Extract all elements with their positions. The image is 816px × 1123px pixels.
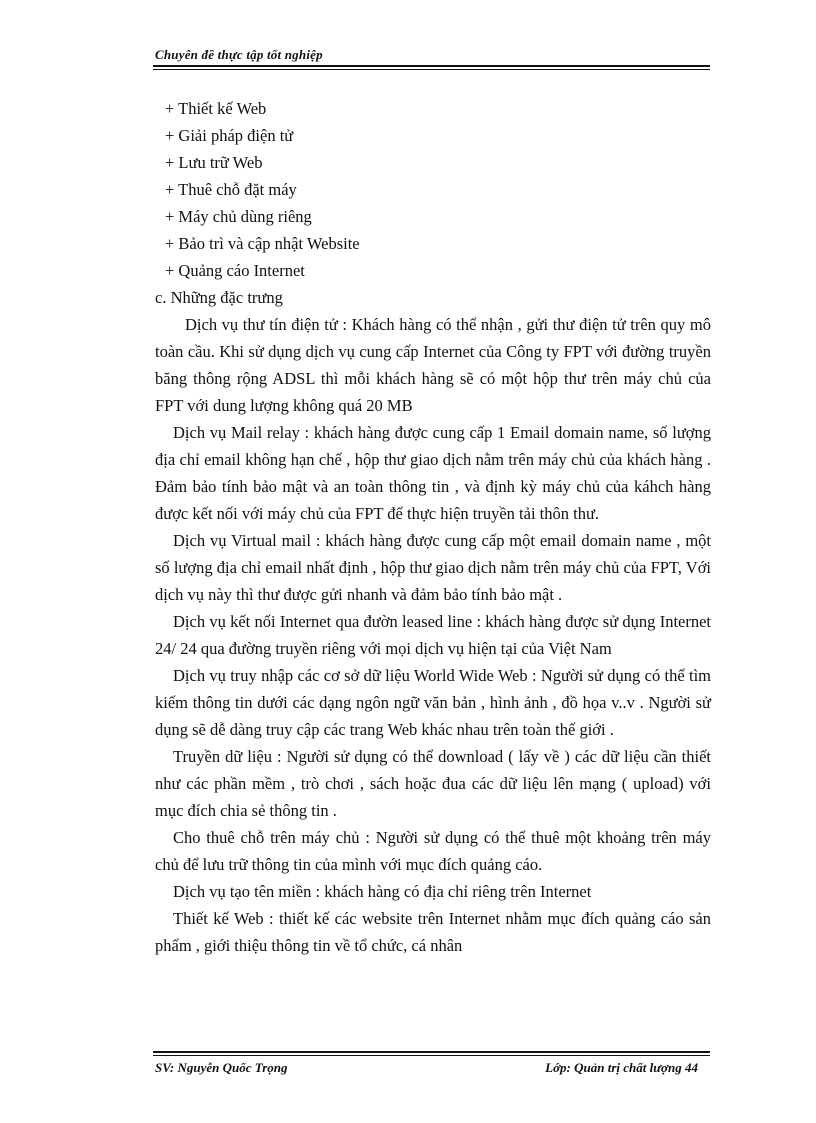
footer-student: SV: Nguyễn Quốc Trọng <box>155 1060 288 1075</box>
paragraph-email-service: Dịch vụ thư tín điện tử : Khách hàng có thể nhận , gửi thư điện tử trên quy mô toàn cầu. Khi sử dụng dịch vụ cung cấp Internet của Công ty FPT với đường truyền băng thông rộng ADSL thì mỗi khách hàng sẽ có một hộp thư trên máy chủ của FPT với dung lượng không quá 20 MB <box>155 315 711 415</box>
bullet-item: + Thuê chỗ đặt máy <box>165 180 297 199</box>
paragraph-server-rental: Cho thuê chỗ trên máy chủ : Người sử dụng có thể thuê một khoảng trên máy chủ để lưu trữ thông tin của mình với mục đích quảng cáo. <box>155 828 711 874</box>
footer-rule-thin <box>153 1055 710 1056</box>
paragraph-www-access: Dịch vụ truy nhập các cơ sở dữ liệu World Wide Web : Người sử dụng có thể tìm kiếm thông tin dưới các dạng ngôn ngữ văn bản , hình ảnh , đồ họa v..v . Người sử dụng sẽ dễ dàng truy cập các trang Web khác nhau trên toàn thế giới . <box>155 666 711 739</box>
header-rule <box>153 65 710 67</box>
header-rule-thin <box>153 69 710 70</box>
paragraph-data-transfer: Truyền dữ liệu : Người sử dụng có thể download ( lấy về ) các dữ liệu cần thiết như các phần mềm , trò chơi , sách hoặc đua các dữ liệu lên mạng ( upload) với mục đích chia sẻ thông tin . <box>155 747 711 820</box>
page-header-title: Chuyên đề thực tập tốt nghiệp <box>155 47 323 62</box>
bullet-item: + Bảo trì và cập nhật Website <box>165 234 360 253</box>
document-body <box>155 95 711 959</box>
paragraph-virtual-mail: Dịch vụ Virtual mail : khách hàng được cung cấp một email domain name , một số lượng địa chỉ email nhất định , hộp thư giao dịch nằm trên máy chủ của FPT, Với dịch vụ này thì thư được gửi nhanh và đảm bảo tính bảo mật . <box>155 531 711 604</box>
bullet-item: + Lưu trữ Web <box>165 153 263 172</box>
paragraph-leased-line: Dịch vụ kết nối Internet qua đườn leased line : khách hàng được sử dụng Internet 24/ 24 qua đường truyền riêng với mọi dịch vụ hiện tại của Việt Nam <box>155 612 711 658</box>
footer-rule <box>153 1051 710 1053</box>
bullet-item: + Giải pháp điện tử <box>165 126 294 145</box>
footer-class: Lớp: Quản trị chất lượng 44 <box>545 1060 698 1075</box>
bullet-item: + Máy chủ dùng riêng <box>165 207 312 226</box>
section-heading: c. Những đặc trưng <box>155 288 283 307</box>
bullet-item: + Quảng cáo Internet <box>165 261 305 280</box>
paragraph-mail-relay: Dịch vụ Mail relay : khách hàng được cung cấp 1 Email domain name, số lượng địa chỉ email không hạn chế , hộp thư giao dịch nằm trên máy chủ của khách hàng . Đảm bảo tính bảo mật và an toàn thông tin , và định kỳ máy chủ của káhch hàng được kết nối với máy chủ của FPT để thực hiện truyền tải thôn thư. <box>155 423 711 523</box>
paragraph-domain-service: Dịch vụ tạo tên miền : khách hàng có địa chỉ riêng trên Internet <box>173 882 592 901</box>
paragraph-web-design: Thiết kế Web : thiết kế các website trên Internet nhằm mục đích quảng cáo sản phẩm , giới thiệu thông tin về tổ chức, cá nhân <box>155 909 711 955</box>
bullet-item: + Thiết kế Web <box>165 99 267 118</box>
